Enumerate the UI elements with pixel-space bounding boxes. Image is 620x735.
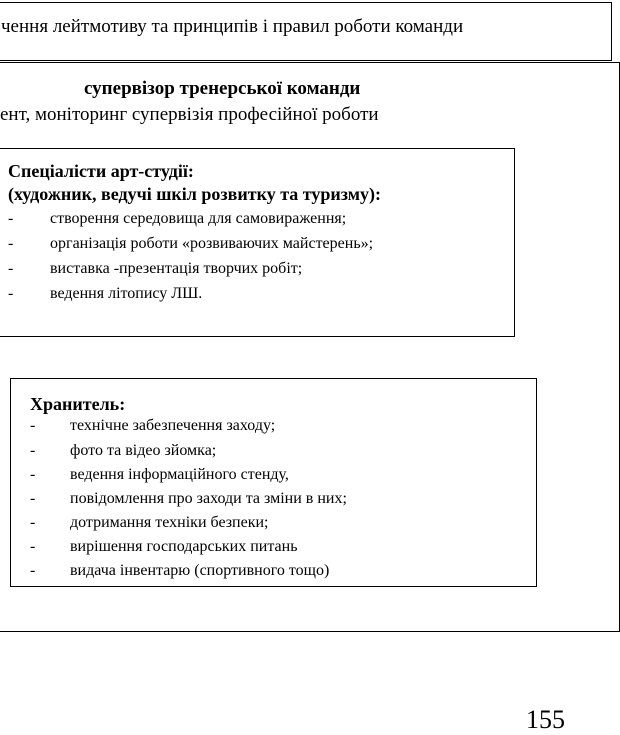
art-studio-bullet: -: [8, 235, 14, 252]
keeper-item: технічне забезпечення заходу;: [70, 417, 276, 434]
art-studio-bullet: -: [8, 210, 14, 227]
keeper-bullet: -: [30, 442, 36, 459]
keeper-bullet: -: [30, 417, 36, 434]
art-studio-item: ведення літопису ЛШ.: [50, 285, 203, 302]
keeper-bullet: -: [30, 490, 36, 507]
keeper-bullet: -: [30, 538, 36, 555]
page-number: 155: [526, 705, 565, 734]
art-studio-item: виставка -презентація творчих робіт;: [50, 260, 303, 277]
keeper-item: дотримання техніки безпеки;: [70, 514, 269, 531]
art-studio-bullet: -: [8, 260, 14, 277]
keeper-item: повідомлення про заходи та зміни в них;: [70, 490, 347, 507]
keeper-bullet: -: [30, 514, 36, 531]
art-studio-item: організація роботи «розвиваючих майстерень»;: [50, 235, 374, 252]
keeper-heading: Хранитель:: [30, 394, 126, 414]
keeper-item: вирішення господарських питань: [70, 538, 298, 555]
art-studio-bullet: -: [8, 285, 14, 302]
keeper-item: видача інвентарю (спортивного тощо): [70, 562, 330, 579]
top-box-text: чення лейтмотиву та принципів і правил роботи команди: [1, 16, 464, 37]
outer-box-title: супервізор тренерської команди: [84, 78, 361, 99]
art-studio-item: створення середовища для самовираження;: [50, 210, 347, 227]
outer-box-subtitle: ент, моніторинг супервізія професійної роботи: [0, 104, 379, 125]
keeper-item: фото та відео зйомка;: [70, 442, 217, 459]
top-box: [0, 2, 612, 61]
keeper-bullet: -: [30, 562, 36, 579]
art-studio-heading-1: Спеціалісти арт-студії:: [8, 161, 194, 181]
keeper-item: ведення інформаційного стенду,: [70, 466, 289, 483]
keeper-bullet: -: [30, 466, 36, 483]
art-studio-heading-2: (художник, ведучі шкіл розвитку та туризму):: [8, 184, 381, 204]
